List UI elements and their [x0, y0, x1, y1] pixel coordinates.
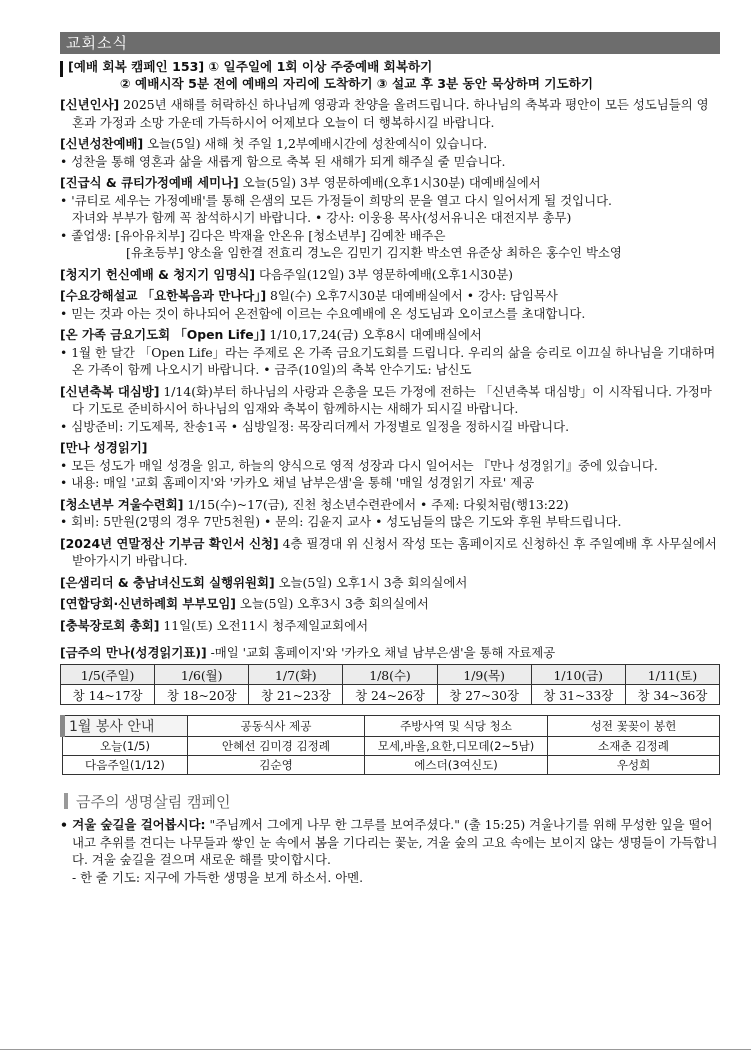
bible-chapters: 창 24~26장 [343, 685, 437, 705]
news-item [60, 535, 720, 570]
news-item-bullet: • 회비: 5만원(2명의 경우 7만5천원) • 문의: 김윤지 교사 • 성도님들의 많은 기도와 후원 부탁드립니다. [60, 514, 622, 529]
news-item-text: 4층 필경대 위 신청서 작성 또는 홈페이지로 신청하신 후 주일예배 후 사무실에서 받아가시기 바랍니다. [72, 535, 717, 568]
volunteer-table [60, 715, 720, 775]
volunteer-col-meal: 공동식사 제공 [188, 716, 365, 737]
life-campaign-body [60, 816, 720, 869]
news-item-text: 오늘(5일) 오후3시 3층 회의실에서 [235, 596, 429, 611]
volunteer-cell: 김순영 [188, 756, 365, 775]
bible-chapters: 창 27~30장 [437, 685, 531, 705]
news-item-title: [충북장로회 총회] [60, 617, 160, 633]
news-item-bullet: • 믿는 것과 아는 것이 하나되어 온전함에 이르는 수요예배에 온 성도님과 오이코스를 초대합니다. [60, 305, 586, 321]
campaign-line-2: ② 예배시작 5분 전에 예배의 자리에 도착하기 ③ 설교 후 3분 동안 묵상하며 기도하기 [120, 76, 593, 91]
news-item-bullet: • 1월 한 달간 「Open Life」라는 주제로 온 가족 금요기도회를 드립니다. 우리의 삶을 승리로 이끄실 하나님을 기대하며 온 가족이 함께 나오시기 바랍니다. • 금주(10일)의 축복 안수기도: 남신도 [60, 344, 716, 377]
news-item-headline [60, 535, 720, 570]
bible-chapters: 창 31~33장 [531, 685, 625, 705]
bible-chapters: 창 18~20장 [155, 685, 249, 705]
bible-reading-title [60, 644, 720, 662]
news-item-bullet: • 내용: 매일 '교회 홈페이지'와 '카카오 채널 남부은샘'을 통해 '매일 성경읽기 자료' 제공 [60, 475, 535, 490]
news-item-text: 8일(수) 오후7시30분 대예배실에서 • 강사: 담임목사 [266, 288, 558, 303]
section-header: 교회소식 [60, 32, 720, 54]
news-item [60, 574, 720, 592]
news-item-title: [신년인사] [60, 97, 120, 112]
bottom-rule [0, 1049, 751, 1050]
news-item-headline [60, 266, 720, 284]
news-item [60, 174, 720, 262]
volunteer-cell: 안혜선 김미경 김정례 [188, 737, 365, 756]
volunteer-row-label: 오늘(1/5) [63, 737, 188, 756]
bible-reading-heading: [금주의 만나(성경읽기표)] [60, 645, 207, 660]
volunteer-col-flowers: 성전 꽃꽂이 봉헌 [548, 716, 720, 737]
life-bullet: • [60, 817, 73, 832]
life-campaign-title-text: 금주의 생명살림 캠페인 [76, 793, 231, 811]
life-campaign-title [64, 791, 720, 812]
news-item-bullet: • 모든 성도가 매일 성경을 읽고, 하늘의 양식으로 영적 성장과 다시 일어서는 『만나 성경읽기』중에 있습니다. [60, 457, 658, 473]
campaign-marker [60, 61, 63, 77]
news-item-text: 다음주일(12일) 3부 영문하예배(오후1시30분) [255, 266, 513, 282]
news-item [60, 287, 720, 322]
news-item-bullet: • 성찬을 통해 영혼과 삶을 새롭게 함으로 축복 된 새해가 되게 해주실 줄 믿습니다. [60, 153, 506, 169]
campaign-line-1: [예배 회복 캠페인 153] ① 일주일에 1회 이상 주중예배 회복하기 [68, 59, 433, 74]
news-item [60, 383, 720, 436]
news-item [60, 617, 720, 635]
news-item-text: 11일(토) 오전11시 청주제일교회에서 [159, 617, 369, 633]
news-item-text: 오늘(5일) 오후1시 3층 회의실에서 [274, 574, 468, 590]
volunteer-cell: 우성희 [548, 756, 720, 775]
news-item-headline [60, 595, 720, 613]
news-item-headline [60, 287, 720, 305]
news-item-text: 1/14(화)부터 하나님의 사랑과 은총을 모든 가정에 전하는 「신년축복 대심방」이 시작됩니다. 가정마다 기도로 준비하시어 하나님의 임재와 축복이 함께하시는 새해가 되시길 바랍니다. [72, 383, 712, 416]
life-campaign-heading: 겨울 숲길을 걸어봅시다: [72, 817, 206, 832]
news-item-text: 1/15(수)~17(금), 진천 청소년수련관에서 • 주제: 다윗처럼(행13:22) [183, 496, 569, 512]
news-item-title: [만나 성경읽기] [60, 440, 148, 455]
volunteer-row-label: 다음주일(1/12) [63, 756, 188, 775]
bible-day: 1/11(토) [625, 665, 719, 685]
volunteer-cell: 에스더(3여신도) [365, 756, 548, 775]
news-item-headline [60, 96, 720, 131]
news-item [60, 326, 720, 379]
life-prayer: - 한 줄 기도: 지구에 가득한 생명을 보게 하소서. 아멘. [72, 869, 364, 885]
news-item-text: 2025년 새해를 허락하신 하나님께 영광과 찬양을 올려드립니다. 하나님의 축복과 평안이 모든 성도님들의 영혼과 가정과 소망 가운데 가득하시어 어제보다 오늘이 더 행복하시길 바랍니다. [72, 97, 709, 130]
news-item-bullet: • 졸업생: [유아유치부] 김다은 박재율 안온유 [청소년부] 김예찬 배주은 [60, 227, 446, 243]
news-item [60, 266, 720, 284]
bible-day: 1/9(목) [437, 665, 531, 685]
news-item-text: 오늘(5일) 새해 첫 주일 1,2부예배시간에 성찬예식이 있습니다. [143, 136, 488, 151]
bible-day: 1/6(월) [155, 665, 249, 685]
worship-campaign [60, 58, 720, 92]
life-campaign-text: "주님께서 그에게 나무 한 그루를 보여주셨다." (출 15:25) 겨울나기를 위해 무성한 잎을 떨어내고 추위를 견디는 나무들과 쌓인 눈 속에서 봄을 기다리는 꽃눈, 겨울 숲의 고요 속에는 보이지 않는 생명들이 가득합니다. 겨울 숲길을 걸으며 새로운 해를 맞이합시다. [72, 817, 718, 867]
news-item-headline [60, 574, 720, 592]
news-item-bullet: • '큐티로 세우는 가정예배'를 통해 은샘의 모든 가정들이 희망의 문을 열고 다시 일어서게 될 것입니다. [60, 192, 612, 208]
news-item-headline [60, 617, 720, 635]
news-item-title: [신년축복 대심방] [60, 383, 160, 399]
bible-chapters: 창 34~36장 [625, 685, 719, 705]
news-item-title: [진급식 & 큐티가정예배 세미나] [60, 175, 239, 190]
news-item-text: 오늘(5일) 3부 영문하예배(오후1시30분) 대예배실에서 [238, 175, 541, 190]
life-campaign [60, 791, 720, 886]
news-item-title: [은샘리더 & 충남녀신도회 실행위원회] [60, 574, 275, 590]
bible-day: 1/7(화) [249, 665, 343, 685]
news-item-headline [60, 383, 720, 418]
news-item [60, 496, 720, 531]
news-item-title: [온 가족 금요기도회 「Open Life」] [60, 327, 266, 342]
news-item-bullet: • 심방준비: 기도제목, 찬송1곡 • 심방일정: 목장리더께서 가정별로 일정을 정하시길 바랍니다. [60, 418, 570, 434]
life-campaign-marker [64, 793, 68, 809]
news-item [60, 135, 720, 170]
news-item [60, 595, 720, 613]
bible-reading-desc: -매일 '교회 홈페이지'와 '카카오 채널 남부은샘'을 통해 자료제공 [206, 645, 556, 660]
volunteer-title: 1월 봉사 안내 [63, 716, 188, 737]
news-item-line: 자녀와 부부가 함께 꼭 참석하시기 바랍니다. • 강사: 이웅용 목사(성서유니온 대전지부 총무) [72, 210, 572, 225]
bible-day: 1/8(수) [343, 665, 437, 685]
bible-day: 1/10(금) [531, 665, 625, 685]
bible-reading-table [60, 664, 720, 705]
news-item-headline [60, 135, 720, 153]
news-item-headline [60, 496, 720, 514]
news-item-title: [연합당회·신년하례회 부부모임] [60, 596, 236, 611]
news-list [60, 96, 720, 634]
news-item-title: [2024년 연말정산 기부금 확인서 신청] [60, 535, 279, 551]
bible-day: 1/5(주일) [61, 665, 155, 685]
news-item-title: [수요강해설교 「요한복음과 만나다」] [60, 288, 267, 303]
news-item-title: [청지기 헌신예배 & 청지기 임명식] [60, 266, 255, 282]
news-item [60, 439, 720, 492]
volunteer-cell: 소재춘 김정례 [548, 737, 720, 756]
news-item-title: [청소년부 겨울수련회] [60, 496, 184, 512]
volunteer-col-kitchen: 주방사역 및 식당 청소 [365, 716, 548, 737]
bulletin-page [60, 32, 720, 886]
news-item-text: 1/10,17,24(금) 오후8시 대예배실에서 [265, 327, 482, 342]
news-item [60, 96, 720, 131]
news-item-title: [신년성찬예배] [60, 136, 144, 151]
news-item-headline [60, 174, 720, 192]
news-item-line: [유초등부] 양소율 임한결 전효리 경노은 김민기 김지환 박소연 유준상 최하은 홍수인 박소영 [126, 245, 622, 260]
news-item-headline [60, 326, 720, 344]
bible-chapters: 창 14~17장 [61, 685, 155, 705]
news-item-headline [60, 439, 720, 457]
bible-chapters: 창 21~23장 [249, 685, 343, 705]
volunteer-cell: 모세,바울,요한,디모데(2~5남) [365, 737, 548, 756]
